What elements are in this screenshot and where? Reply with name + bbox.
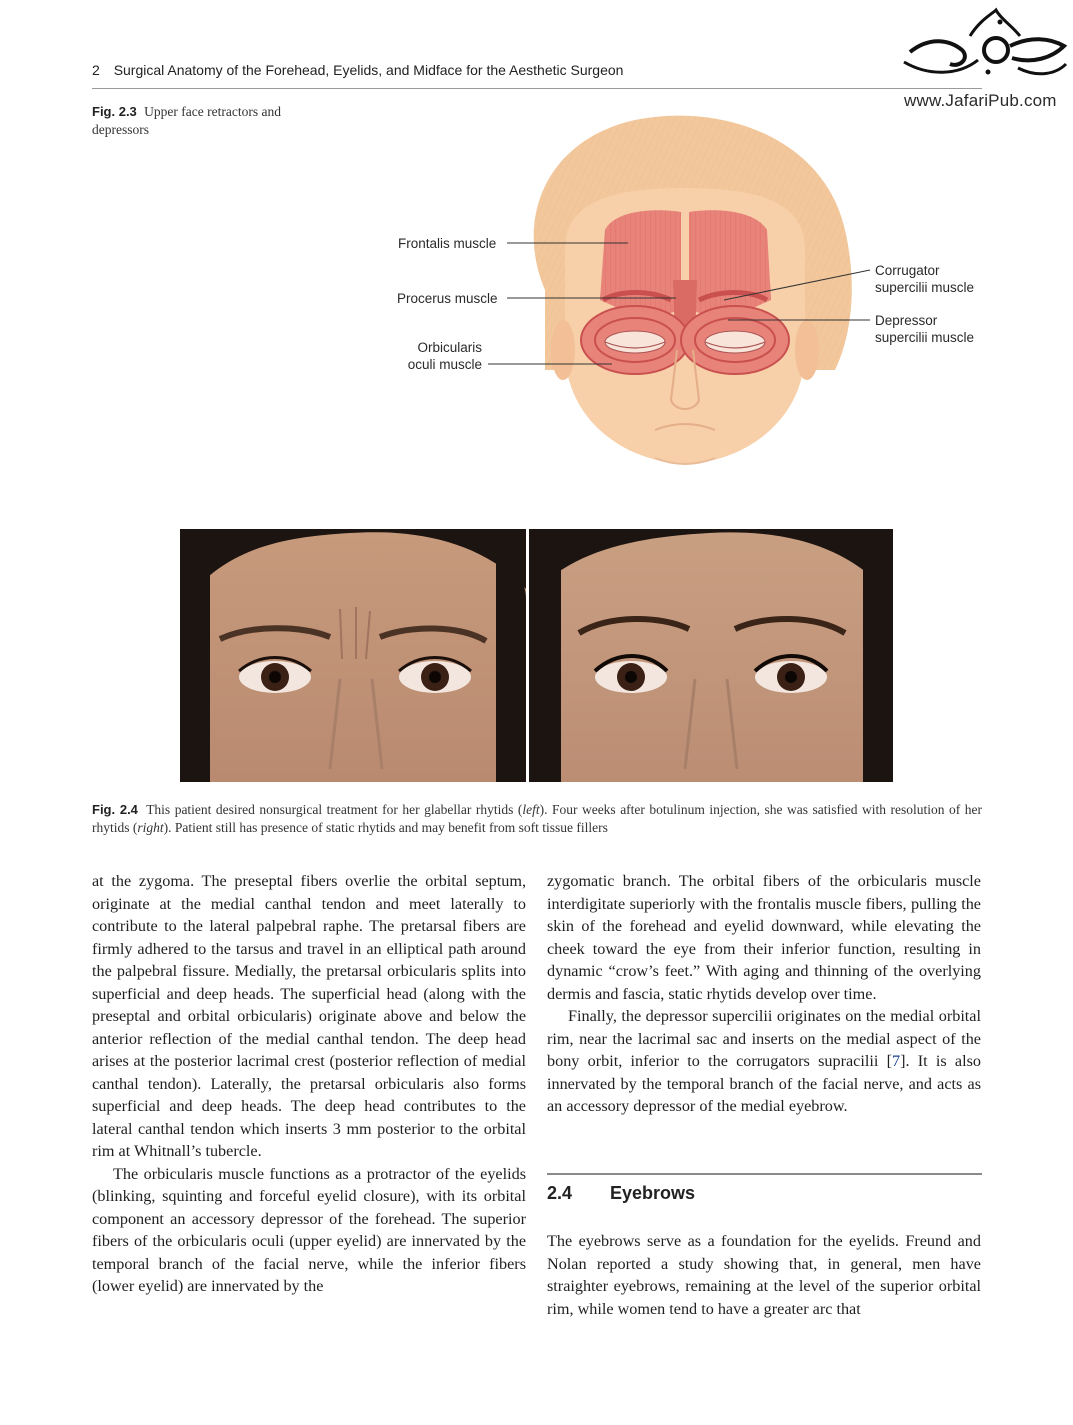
figure-2-3-label: Fig. 2.3 (92, 104, 137, 119)
facial-muscles-illustration (505, 100, 865, 472)
photo-after-treatment (529, 529, 893, 782)
watermark-url: www.JafariPub.com (904, 91, 1057, 110)
label-depressor-line1: Depressor (875, 313, 938, 328)
figure-2-3-caption-text: Upper face retractors and depressors (92, 104, 281, 137)
paragraph-text: Finally, the depressor supercilii originates on the medial orbital rim, near the lacrimal sac and inserts on the medial aspect of the bony orbit, inferior to the corrugators supracilii [ (547, 1007, 981, 1070)
figure-2-4-caption (92, 801, 982, 837)
section-rule (547, 1173, 982, 1175)
paragraph: zygomatic branch. The orbital fibers of the orbicularis muscle interdigitate superiorly with the frontalis muscle fibers, pulling the skin of the forehead and eyelid downward, while elevating the cheek toward the eye from their inferior function, resulting in dynamic “crow’s feet.” With aging and thinning of the overlying dermis and fascia, static rhytids develop over time. (547, 872, 981, 1003)
publisher-logo-icon (900, 6, 1070, 86)
figure-2-4-caption-left: left (522, 802, 540, 817)
label-orbicularis-line2: oculi muscle (407, 357, 482, 372)
figure-2-4-caption-part3: ). Patient still has presence of static rhytids and may benefit from soft tissue fillers (163, 820, 608, 835)
page-number: 2 (92, 62, 100, 78)
figure-2-4-caption-part1: This patient desired nonsurgical treatment for her glabellar rhytids ( (146, 802, 523, 817)
paragraph: at the zygoma. The preseptal fibers overlie the orbital septum, originate at the medial canthal tendon and meet laterally to contribute to the lateral palpebral raphe. The pretarsal fibers are firmly adhered to the tarsus and travel in an elliptical path around the palpebral fissure. Medially, the pretarsal orbicularis splits into superficial and deep heads. The superficial head (along with the preseptal and orbital orbicularis) originate above and below the anterior reflection of the medial canthal tendon. The deep head arises at the posterior lacrimal crest (posterior reflection of medial canthal tendon). Laterally, the pretarsal orbicularis also forms superficial and deep heads. The deep head contributes to the lateral canthal tendon which inserts 3 mm posterior to the orbital rim at Whitnall’s tubercle. (92, 872, 526, 1160)
label-orbicularis-oculi-muscle (398, 339, 482, 373)
figure-2-4-caption-part2: ). Four weeks after botulinum injection, she was satisfied with resolution of her rhytids ( (92, 802, 982, 835)
label-depressor-line2: supercilii muscle (875, 330, 975, 345)
section-heading (547, 1183, 695, 1204)
paragraph-text: ]. It is also innervated by the temporal branch of the facial nerve, and acts as an accessory depressor of the medial eyebrow. (547, 1052, 981, 1115)
running-header (92, 62, 623, 78)
header-rule (92, 88, 982, 89)
label-procerus-muscle: Procerus muscle (397, 291, 498, 306)
photo-before-treatment (180, 529, 526, 782)
label-frontalis-muscle: Frontalis muscle (398, 236, 497, 251)
running-title: Surgical Anatomy of the Forehead, Eyelids, and Midface for the Aesthetic Surgeon (113, 62, 624, 78)
section-number: 2.4 (547, 1183, 573, 1203)
figure-2-4-label: Fig. 2.4 (92, 802, 138, 817)
paragraph: The orbicularis muscle functions as a protractor of the eyelids (blinking, squinting and forceful eyelid closure), with its orbital component an accessory depressor of the forehead. The superior fibers of the orbicularis oculi (upper eyelid) are innervated by the temporal branch of the facial nerve, while the inferior fibers (lower eyelid) are innervated by the (92, 1164, 526, 1295)
label-corrugator-supercilii-muscle (875, 262, 974, 296)
figure-2-4-caption-right: right (137, 820, 164, 835)
paragraph (547, 1005, 981, 1118)
label-corrugator-line1: Corrugator (875, 263, 940, 278)
label-orbicularis-line1: Orbicularis (417, 340, 482, 355)
label-depressor-supercilii-muscle (875, 312, 974, 346)
paragraph: The eyebrows serve as a foundation for the eyelids. Freund and Nolan reported a study showing that, in general, men have straighter eyebrows, remaining at the level of the superior orbital rim, while women tend to have a greater arc that (547, 1232, 981, 1318)
citation-link[interactable]: 7 (891, 1052, 901, 1070)
label-corrugator-line2: supercilii muscle (875, 280, 975, 295)
body-column-right-continued (547, 1230, 981, 1320)
body-column-right (547, 870, 981, 1118)
section-title: Eyebrows (610, 1183, 696, 1203)
figure-2-3-caption (92, 103, 302, 139)
body-column-left (92, 870, 526, 1298)
